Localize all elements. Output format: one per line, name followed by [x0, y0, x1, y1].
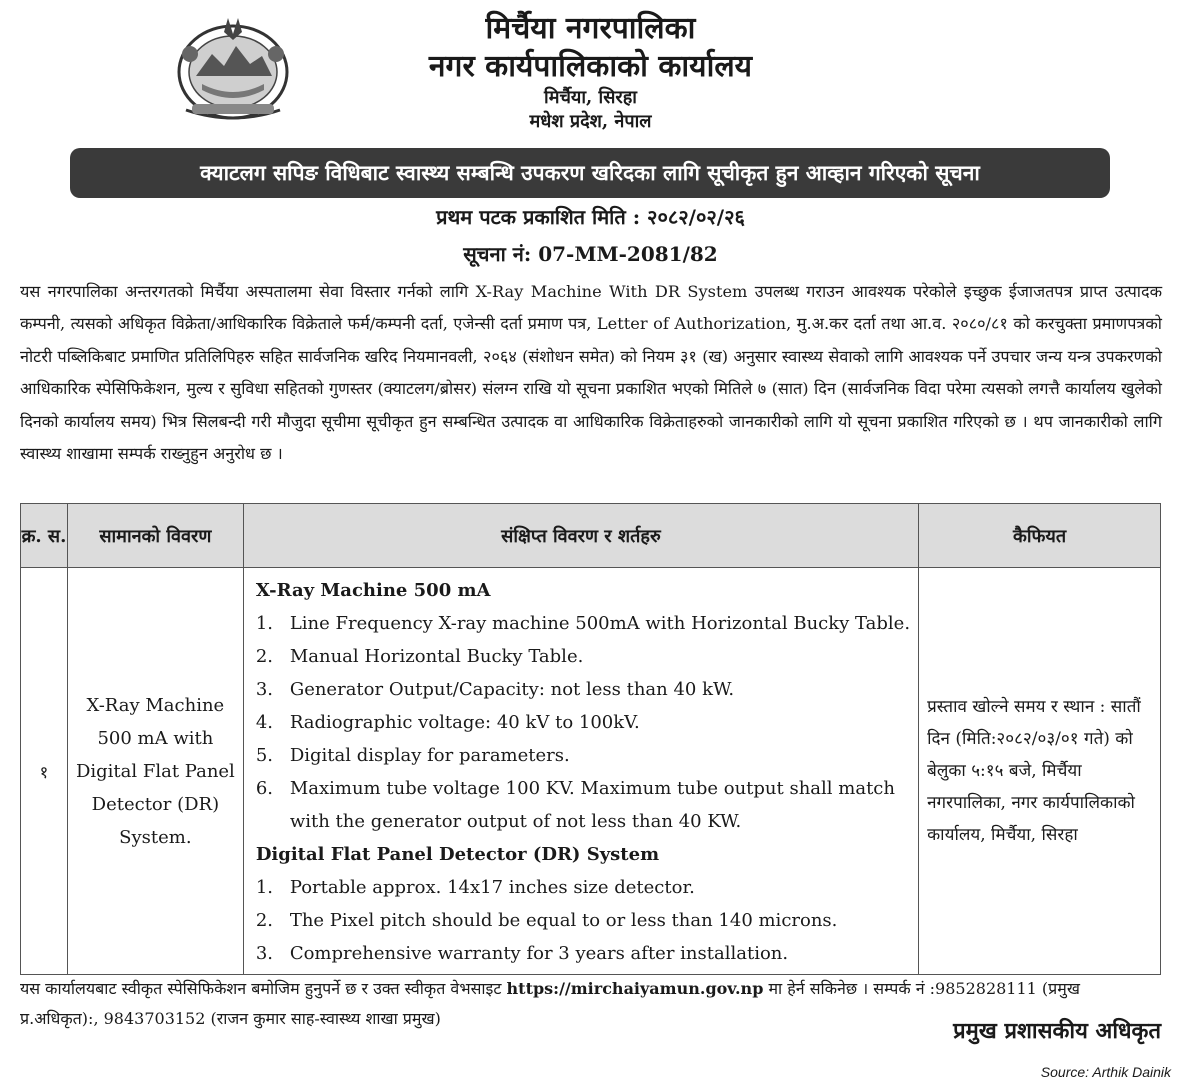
province-country: मधेश प्रदेश, नेपाल: [529, 111, 652, 132]
table-row: [21, 568, 1161, 975]
spec-detector-item-2: [256, 904, 910, 937]
header-remarks: कैफियत: [919, 504, 1161, 568]
spec-xray-item-6: [256, 772, 910, 838]
list-item-number: 3.: [255, 679, 273, 700]
spec-title-detector: Digital Flat Panel Detector (DR) System: [255, 844, 660, 865]
notice-title-banner: क्याटलग सपिङ विधिबाट स्वास्थ्य सम्बन्धि उपकरण खरिदका लागि सूचीकृत हुन आव्हान गरिएको सूचना: [70, 148, 1110, 198]
office-location: मिर्चैया, सिरहा: [544, 87, 637, 108]
row-remarks: प्रस्ताव खोल्ने समय र स्थान : सातौं दिन (मिति:२०८२/०३/०१ गते) को बेलुका ५:१५ बजे, मिर्चैया नगरपालिका, नगर कार्यपालिकाको कार्यालय, मिर्चैया, सिरहा: [919, 568, 1161, 975]
footer-text-before: यस कार्यालयबाट स्वीकृत स्पेसिफिकेशन बमोजिम हुनुपर्ने छ र उक्त स्वीकृत वेभसाइट: [20, 979, 502, 998]
list-item-number: 4.: [255, 712, 273, 733]
office-name: नगर कार्यपालिकाको कार्यालय: [428, 49, 753, 84]
list-item-number: 2.: [255, 910, 273, 931]
spec-title-xray: X-Ray Machine 500 mA: [255, 580, 491, 601]
footer-text-after: मा हेर्न सकिनेछ । सम्पर्क नं :9852828111 (प्रमुख प्र.अधिकृत):, 9843703152 (राजन कुमार साह-स्वास्थ्य शाखा प्रमुख): [20, 979, 1080, 1028]
table-header-row: [21, 504, 1161, 568]
list-item-number: 6.: [255, 778, 273, 799]
row-serial: १: [21, 568, 68, 975]
items-table: [20, 503, 1161, 975]
spec-detector-item-3: [256, 937, 910, 970]
municipality-name: मिर्चैया नगरपालिका: [485, 11, 696, 46]
spec-xray-item-2: [256, 640, 910, 673]
header-serial: क्र. स.: [21, 504, 68, 568]
spec-xray-item-1: [256, 607, 910, 640]
office-header: [0, 10, 1181, 134]
list-item-number: 3.: [255, 943, 273, 964]
row-specification: [243, 568, 918, 975]
list-item-text: Digital display for parameters.: [289, 745, 570, 766]
publication-date: प्रथम पटक प्रकाशित मिति : २०८२/०२/२६: [436, 205, 745, 229]
list-item-text: Portable approx. 14x17 inches size detector.: [289, 877, 695, 898]
spec-xray-item-5: [256, 739, 910, 772]
list-item-number: 2.: [255, 646, 273, 667]
list-item-number: 1.: [255, 613, 273, 634]
list-item-text: Line Frequency X-ray machine 500mA with Horizontal Bucky Table.: [289, 613, 911, 634]
spec-xray-item-3: [256, 673, 910, 706]
signatory-title: प्रमुख प्रशासकीय अधिकृत: [953, 1018, 1161, 1044]
header-item-description: सामानको विवरण: [67, 504, 243, 568]
list-item-number: 1.: [255, 877, 273, 898]
list-item-text: Comprehensive warranty for 3 years after installation.: [289, 943, 789, 964]
notice-number: सूचना नं: 07-MM-2081/82: [463, 242, 718, 266]
row-item-description: X-Ray Machine 500 mA with Digital Flat Panel Detector (DR) System.: [67, 568, 243, 975]
header-specification: संक्षिप्त विवरण र शर्तहरु: [243, 504, 918, 568]
spec-list-detector: [256, 871, 910, 970]
list-item-text: The Pixel pitch should be equal to or less than 140 microns.: [289, 910, 838, 931]
list-item-text: Radiographic voltage: 40 kV to 100kV.: [289, 712, 640, 733]
spec-list-xray: [256, 607, 910, 838]
spec-xray-item-4: [256, 706, 910, 739]
spec-detector-item-1: [256, 871, 910, 904]
list-item-text: Manual Horizontal Bucky Table.: [289, 646, 584, 667]
notice-body-paragraph: यस नगरपालिका अन्तरगतको मिर्चैया अस्पतालमा सेवा विस्तार गर्नको लागि X-Ray Machine With DR System उपलब्ध गराउन आवश्यक परेकोले इच्छुक ईजाजतपत्र प्राप्त उत्पादक कम्पनी, त्यसको अधिकृत विक्रेता/आधिकारिक विक्रेताले फर्म/कम्पनी दर्ता, एजेन्सी दर्ता प्रमाण पत्र, Letter of Authorization, मु.अ.कर दर्ता तथा आ.व. २०८०/८१ को करचुक्ता प्रमाणपत्रको नोटरी पब्लिकिबाट प्रमाणित प्रतिलिपिहरु सहित सार्वजनिक खरिद नियमानवली, २०६४ (संशोधन समेत) को नियम ३१ (ख) अनुसार स्वास्थ्य सेवाको लागि आवश्यक पर्ने उपचार जन्य यन्त्र उपकरणको आधिकारिक स्पेसिफिकेशन, मुल्य र सुविधा सहितको गुणस्तर (क्याटलग/ब्रोसर) संलग्न राखि यो सूचना प्रकाशित भएको मितिले ७ (सात) दिन (सार्वजनिक विदा परेमा त्यसको लगत्तै कार्यालय खुलेको दिनको कार्यालय समय) भित्र सिलबन्दी गरी मौजुदा सूचीमा सूचीकृत हुन सम्बन्धित उत्पादक वा आधिकारिक विक्रेताहरुको जानकारीको लागि यो सूचना प्रकाशित गरिएको छ । थप जानकारीको लागि स्वास्थ्य शाखामा सम्पर्क राख्नुहुन अनुरोध छ ।: [20, 282, 1162, 464]
list-item-number: 5.: [255, 745, 273, 766]
source-credit: Source: Arthik Dainik: [1040, 1064, 1171, 1080]
website-link[interactable]: https://mirchaiyamun.gov.np: [506, 979, 764, 998]
list-item-text: Generator Output/Capacity: not less than 40 kW.: [289, 679, 735, 700]
list-item-text: Maximum tube voltage 100 KV. Maximum tube output shall match with the generator output of not less than 40 KW.: [289, 778, 895, 832]
